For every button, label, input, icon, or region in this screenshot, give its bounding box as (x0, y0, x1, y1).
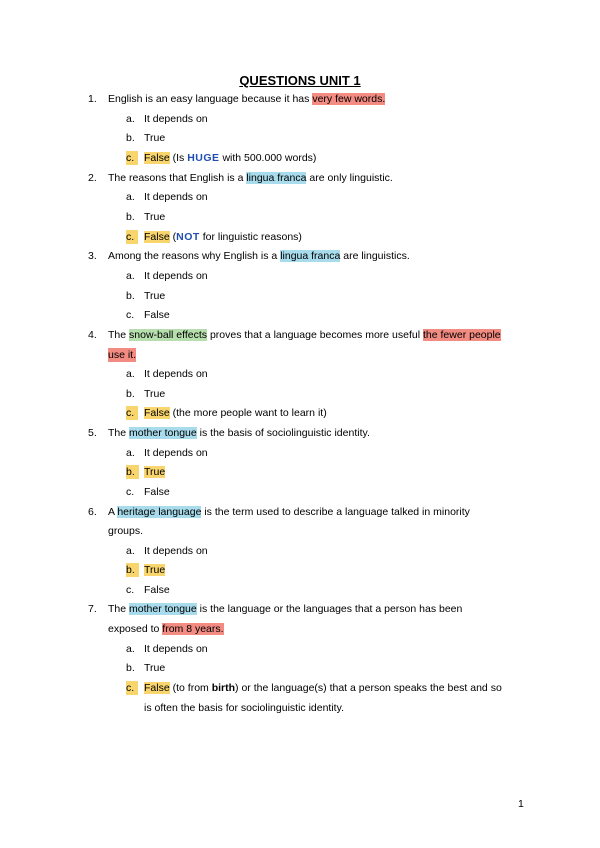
page-number: 1 (518, 798, 524, 810)
question-text: English is an easy language because it has very few words. (108, 93, 386, 105)
bold-word: birth (211, 682, 236, 694)
question-text: The mother tongue is the language or the languages that a person has been (108, 603, 463, 615)
question-text: The reasons that English is a lingua franca are only linguistic. (108, 172, 393, 184)
emphasis-word: HUGE (187, 152, 220, 164)
highlight-red: the fewer people (423, 329, 501, 341)
emphasis-word: NOT (176, 231, 200, 243)
page-title: QUESTIONS UNIT 1 (239, 73, 361, 88)
question-number: 1. (88, 93, 97, 105)
highlight-red: from 8 years. (162, 623, 224, 635)
highlight-green: snow-ball effects (129, 329, 208, 341)
highlight-blue: mother tongue (129, 603, 197, 615)
question-text: The mother tongue is the basis of sociolinguistic identity. (108, 427, 370, 439)
highlight-blue: lingua franca (246, 172, 307, 184)
answer-highlight: False (144, 231, 170, 243)
answer-highlight: False (144, 152, 170, 164)
answer-highlight: False (144, 407, 170, 419)
highlight-blue: lingua franca (280, 250, 341, 262)
question-text: Among the reasons why English is a lingua franca are linguistics. (108, 250, 410, 262)
highlight-blue: heritage language (117, 506, 202, 518)
question-text: A heritage language is the term used to describe a language talked in minority (108, 506, 470, 518)
highlight-red: very few words. (312, 93, 386, 105)
answer-highlight: True (144, 466, 166, 478)
highlight-red: use it. (108, 349, 137, 361)
question-text: The snow-ball effects proves that a language becomes more useful the fewer people (108, 329, 501, 341)
answer-highlight: False (144, 682, 170, 694)
highlight-blue: mother tongue (129, 427, 197, 439)
answer-highlight: True (144, 564, 166, 576)
